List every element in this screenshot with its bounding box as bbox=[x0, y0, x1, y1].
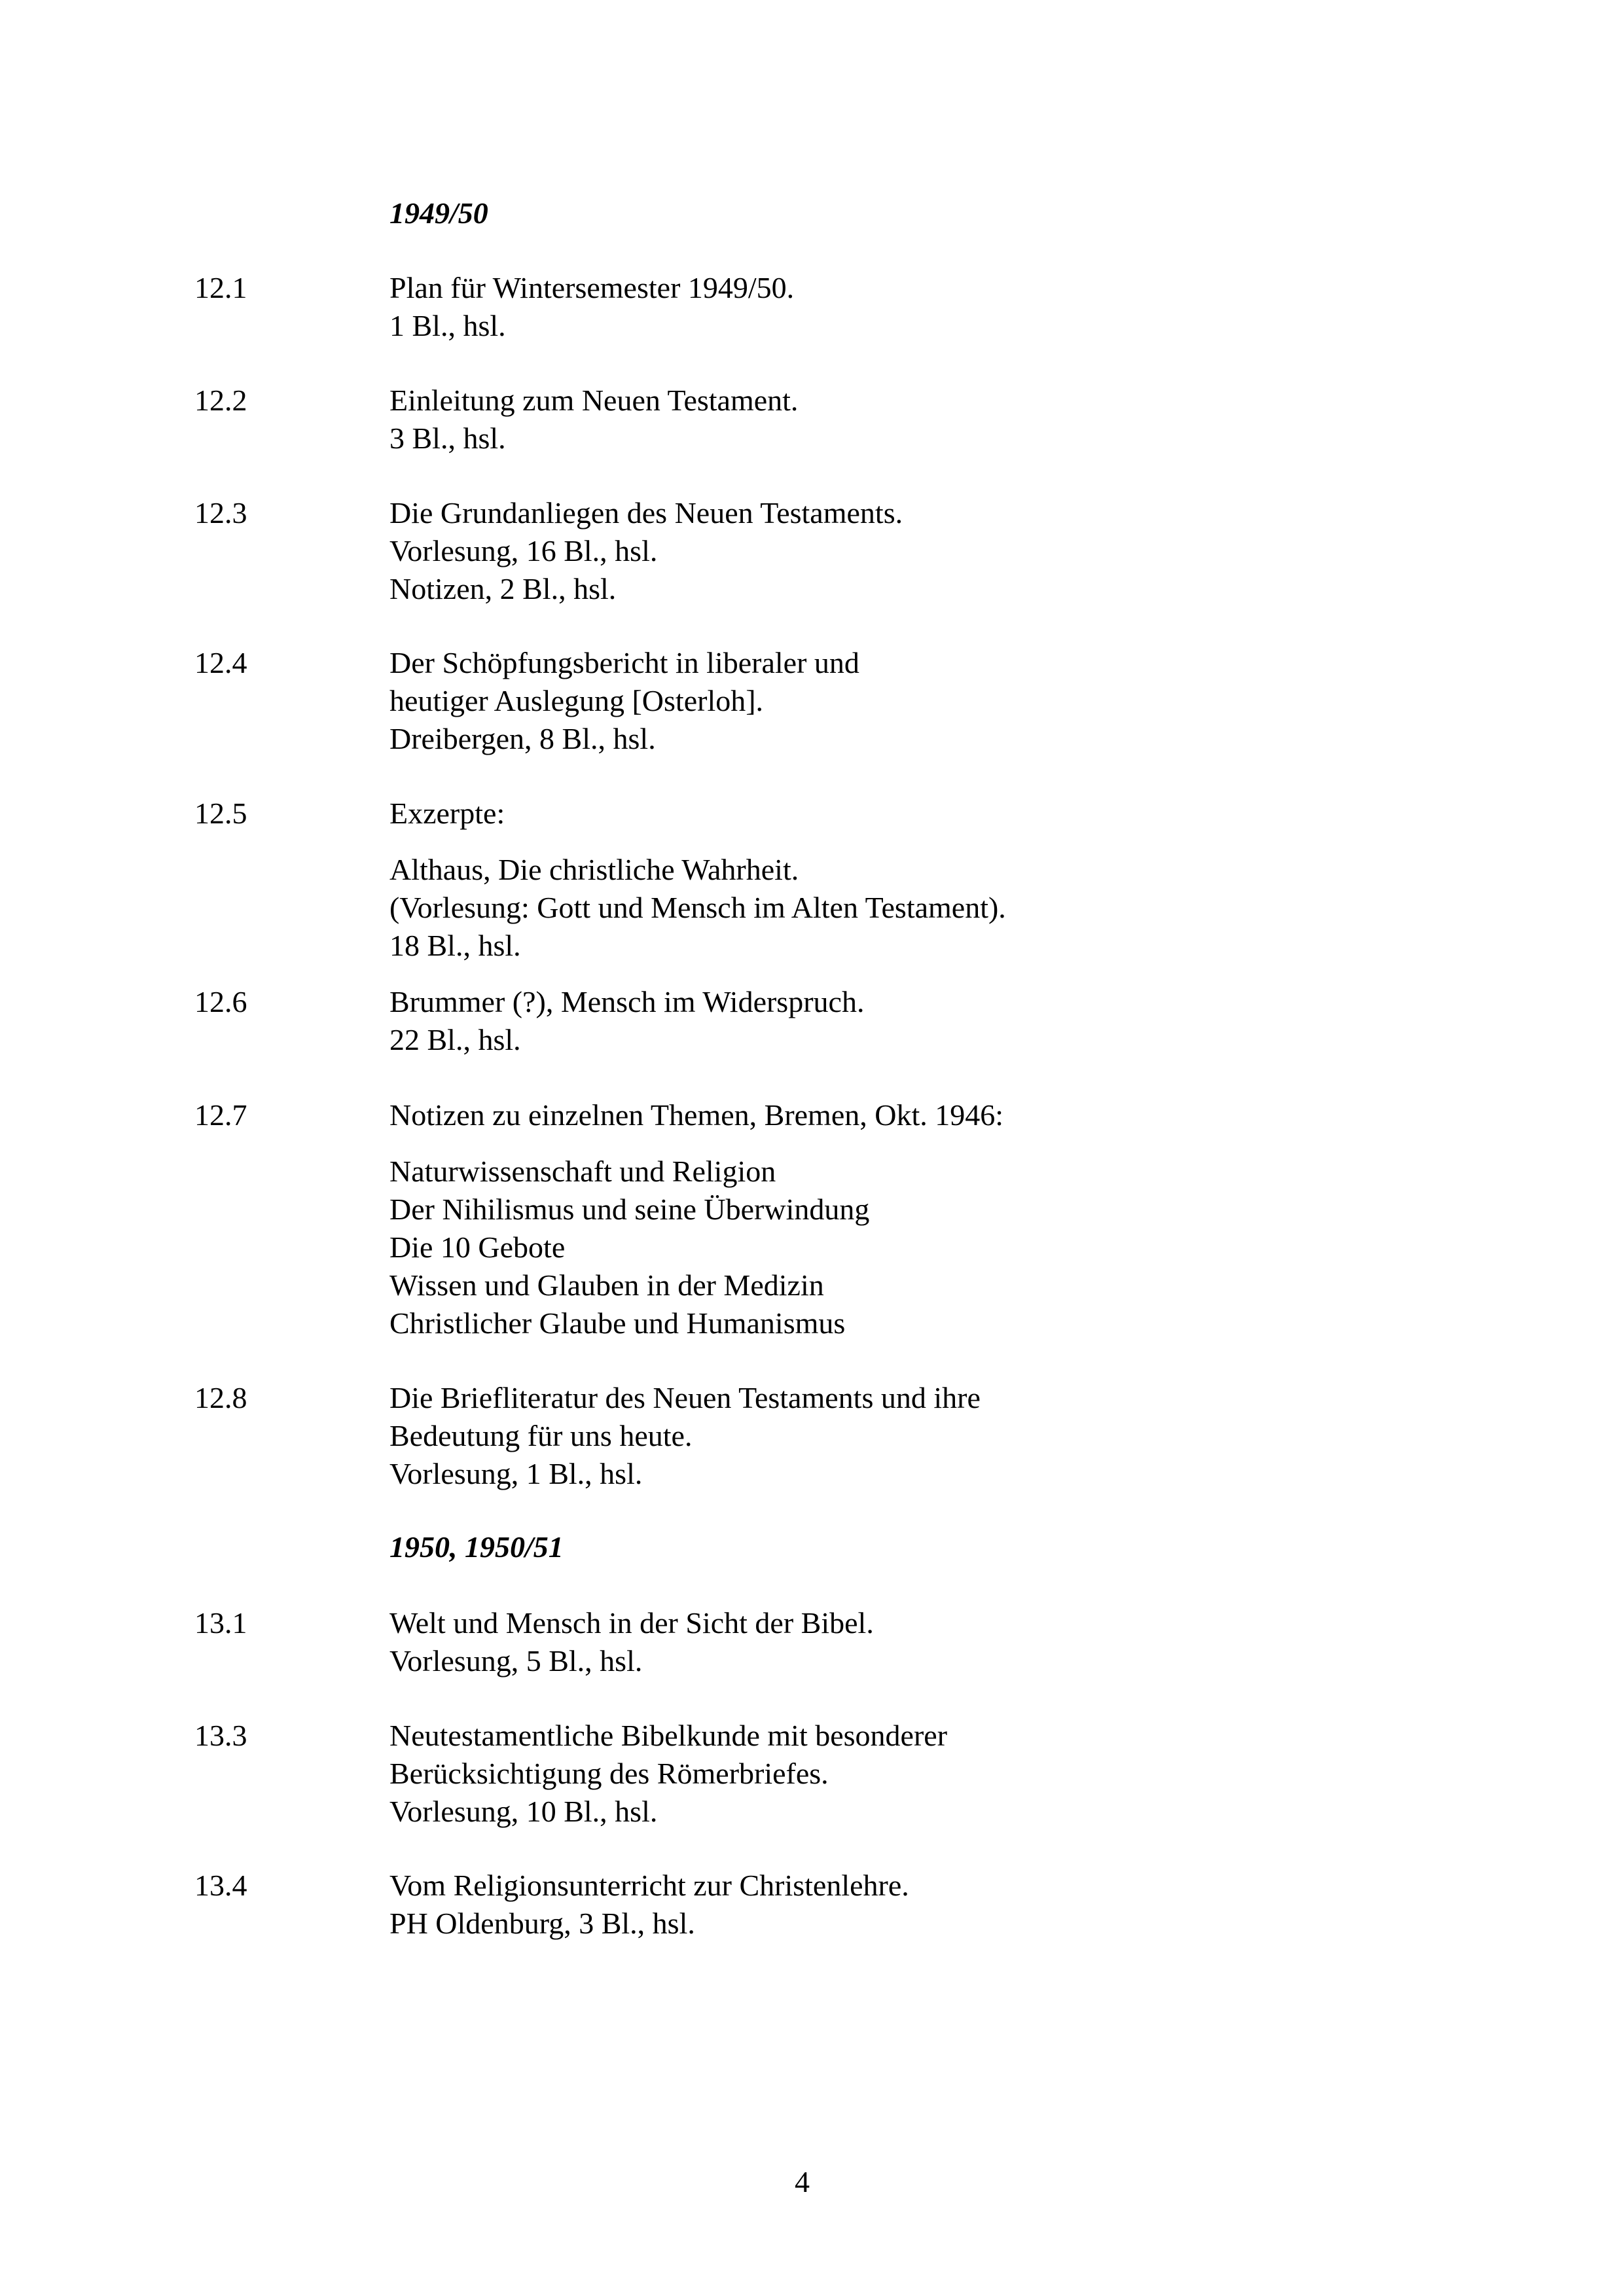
entry-line: Dreibergen, 8 Bl., hsl. bbox=[389, 722, 656, 755]
entry-line: Althaus, Die christliche Wahrheit. bbox=[389, 853, 799, 886]
entry-number: 12.7 bbox=[194, 1098, 247, 1132]
entry-line: Naturwissenschaft und Religion bbox=[389, 1155, 776, 1188]
entry-number: 12.3 bbox=[194, 496, 247, 529]
entry-line: Vorlesung, 5 Bl., hsl. bbox=[389, 1644, 643, 1677]
entry-title: Exzerpte: bbox=[389, 797, 505, 830]
entry-title: Notizen zu einzelnen Themen, Bremen, Okt. 1946: bbox=[389, 1098, 1004, 1132]
entry-line: Notizen, 2 Bl., hsl. bbox=[389, 572, 617, 605]
entry-number: 12.4 bbox=[194, 646, 247, 679]
entry-line: PH Oldenburg, 3 Bl., hsl. bbox=[389, 1907, 695, 1940]
entry-line: Christlicher Glaube und Humanismus bbox=[389, 1306, 846, 1340]
entry-line: Wissen und Glauben in der Medizin bbox=[389, 1268, 824, 1302]
entry-title: Die Grundanliegen des Neuen Testaments. bbox=[389, 496, 903, 529]
entry-title: Neutestamentliche Bibelkunde mit besonderer bbox=[389, 1719, 948, 1752]
entry-line: heutiger Auslegung [Osterloh]. bbox=[389, 684, 764, 717]
entry-number: 12.6 bbox=[194, 985, 247, 1018]
entry-line: 1 Bl., hsl. bbox=[389, 309, 506, 342]
entry-number: 13.4 bbox=[194, 1869, 247, 1902]
entry-title: Die Briefliteratur des Neuen Testaments und ihre bbox=[389, 1381, 981, 1414]
entry-number: 12.2 bbox=[194, 384, 247, 417]
entry-line: Vorlesung, 16 Bl., hsl. bbox=[389, 534, 658, 567]
entry-line: (Vorlesung: Gott und Mensch im Alten Testament). bbox=[389, 891, 1006, 924]
entry-title: Plan für Wintersemester 1949/50. bbox=[389, 271, 795, 304]
section-heading: 1950, 1950/51 bbox=[389, 1530, 564, 1564]
entry-line: Der Nihilismus und seine Überwindung bbox=[389, 1193, 870, 1226]
entry-line: Die 10 Gebote bbox=[389, 1230, 566, 1264]
entry-number: 13.3 bbox=[194, 1719, 247, 1752]
page-number: 4 bbox=[795, 2165, 810, 2198]
entry-number: 12.5 bbox=[194, 797, 247, 830]
entry-title: Welt und Mensch in der Sicht der Bibel. bbox=[389, 1606, 874, 1640]
section-heading: 1949/50 bbox=[389, 196, 488, 230]
entry-line: 18 Bl., hsl. bbox=[389, 929, 521, 962]
entry-number: 12.1 bbox=[194, 271, 247, 304]
entry-title: Brummer (?), Mensch im Widerspruch. bbox=[389, 985, 865, 1018]
entry-title: Einleitung zum Neuen Testament. bbox=[389, 384, 799, 417]
entry-line: Bedeutung für uns heute. bbox=[389, 1419, 693, 1452]
entry-line: 22 Bl., hsl. bbox=[389, 1023, 521, 1056]
entry-number: 12.8 bbox=[194, 1381, 247, 1414]
entry-line: Berücksichtigung des Römerbriefes. bbox=[389, 1757, 829, 1790]
entry-title: Der Schöpfungsbericht in liberaler und bbox=[389, 646, 859, 679]
entry-title: Vom Religionsunterricht zur Christenlehre. bbox=[389, 1869, 909, 1902]
entry-line: Vorlesung, 1 Bl., hsl. bbox=[389, 1457, 643, 1490]
entry-line: 3 Bl., hsl. bbox=[389, 422, 506, 455]
entry-number: 13.1 bbox=[194, 1606, 247, 1640]
entry-line: Vorlesung, 10 Bl., hsl. bbox=[389, 1795, 658, 1828]
